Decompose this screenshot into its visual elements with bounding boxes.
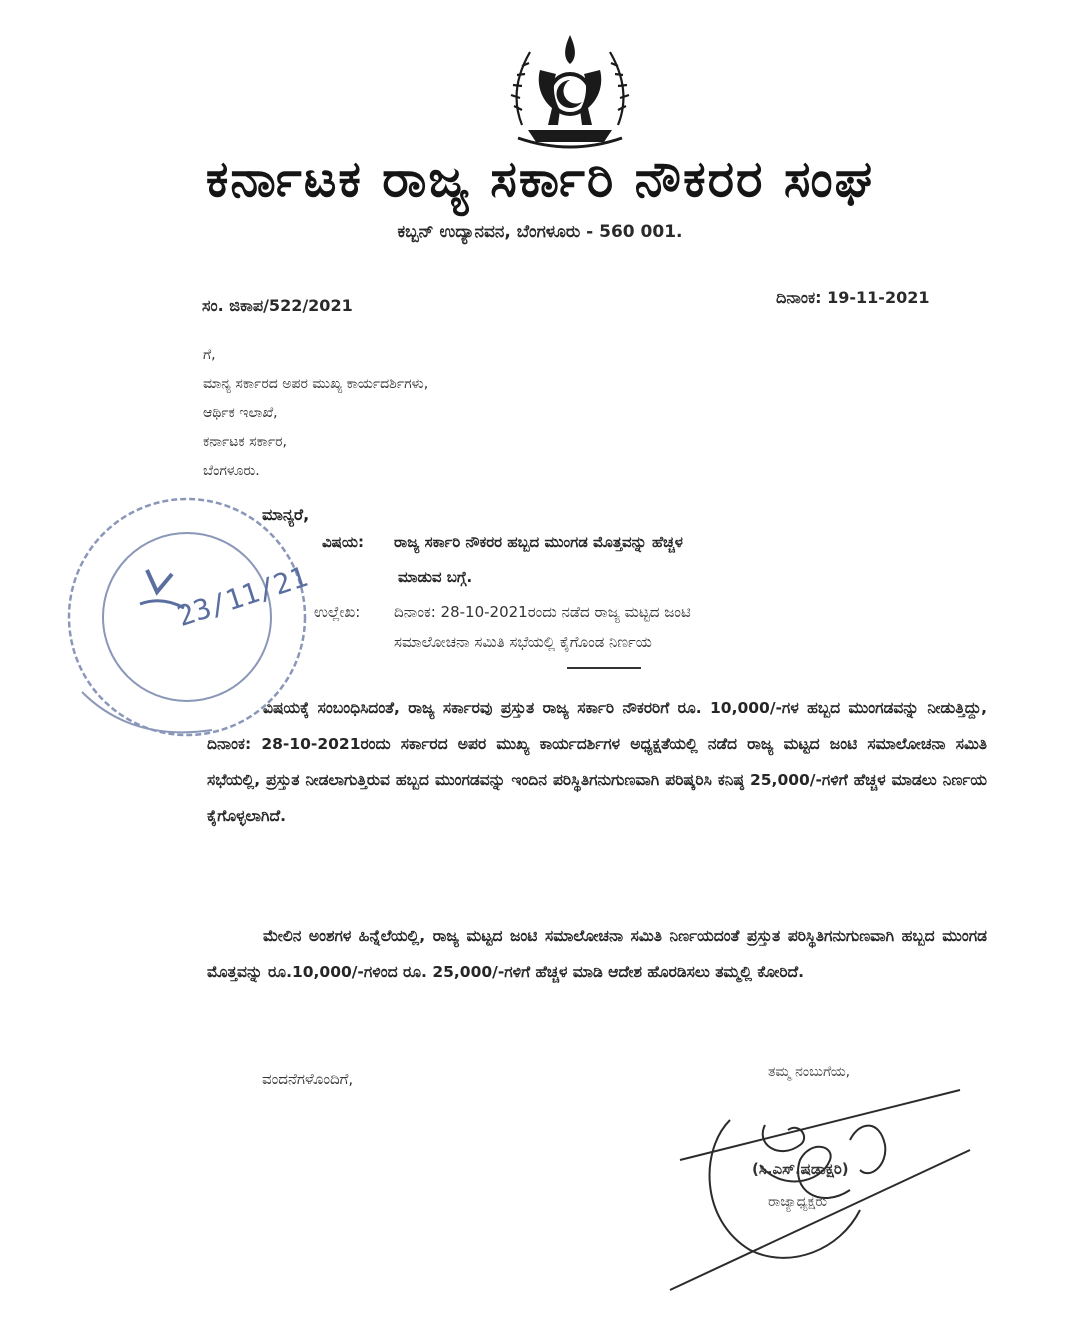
reference-line: ಸಮಾಲೋಚನಾ ಸಮಿತಿ ಸಭೆಯಲ್ಲಿ ಕೈಗೊಂಡ ನಿರ್ಣಯ bbox=[394, 633, 652, 651]
reference-number: ಸಂ. ಜಿಕಾಪ/522/2021 bbox=[202, 296, 353, 315]
organization-address: ಕಬ್ಬನ್ ಉದ್ಯಾನವನ, ಬೆಂಗಳೂರು - 560 001. bbox=[397, 222, 683, 242]
recipient-line: ಕರ್ನಾಟಕ ಸರ್ಕಾರ, bbox=[203, 434, 287, 450]
subject-line: ರಾಜ್ಯ ಸರ್ಕಾರಿ ನೌಕರರ ಹಬ್ಬದ ಮುಂಗಡ ಮೊತ್ತವನ್ನು ಹೆಚ್ಚಳ bbox=[394, 533, 683, 551]
organization-title: ಕರ್ನಾಟಕ ರಾಜ್ಯ ಸರ್ಕಾರಿ ನೌಕರರ ಸಂಘ bbox=[205, 150, 875, 208]
closing-line: ವಂದನೆಗಳೊಂದಿಗೆ, bbox=[262, 1070, 354, 1088]
reference-label: ಉಲ್ಲೇಖ: bbox=[314, 603, 361, 621]
stamp-handwritten-date: 23/11/21 bbox=[173, 559, 312, 634]
recipient-line: ಮಾನ್ಯ ಸರ್ಕಾರದ ಅಪರ ಮುಖ್ಯ ಕಾರ್ಯದರ್ಶಿಗಳು, bbox=[203, 376, 429, 392]
body-paragraph: ಮೇಲಿನ ಅಂಶಗಳ ಹಿನ್ನೆಲೆಯಲ್ಲಿ, ರಾಜ್ಯ ಮಟ್ಟದ ಜಂಟಿ ಸಮಾಲೋಚನಾ ಸಮಿತಿ ನಿರ್ಣಯದಂತೆ ಪ್ರಸ್ತುತ ಪರಿಸ್ಥಿತಿಗನುಗುಣವಾಗಿ ಹಬ್ಬದ ಮುಂಗಡ ಮೊತ್ತವನ್ನು ರೂ.10,000/-ಗಳಿಂದ ರೂ. 25,000/-ಗಳಿಗೆ ಹೆಚ್ಚಳ ಮಾಡಿ ಆದೇಶ ಹೊರಡಿಸಲು ತಮ್ಮಲ್ಲಿ ಕೋರಿದೆ. bbox=[207, 927, 987, 981]
body-paragraph: ವಿಷಯಕ್ಕೆ ಸಂಬಂಧಿಸಿದಂತೆ, ರಾಜ್ಯ ಸರ್ಕಾರವು ಪ್ರಸ್ತುತ ರಾಜ್ಯ ಸರ್ಕಾರಿ ನೌಕರರಿಗೆ ರೂ. 10,000/-ಗಳ ಹಬ್ಬದ ಮುಂಗಡವನ್ನು ನೀಡುತ್ತಿದ್ದು, ದಿನಾಂಕ: 28-10-2021ರಂದು ಸರ್ಕಾರದ ಅಪರ ಮುಖ್ಯ ಕಾರ್ಯದರ್ಶಿಗಳ ಅಧ್ಯಕ್ಷತೆಯಲ್ಲಿ ನಡೆದ ರಾಜ್ಯ ಮಟ್ಟದ ಜಂಟಿ ಸಮಾಲೋಚನಾ ಸಮಿತಿ ಸಭೆಯಲ್ಲಿ, ಪ್ರಸ್ತುತ ನೀಡಲಾಗುತ್ತಿರುವ ಹಬ್ಬದ ಮುಂಗಡವನ್ನು ಇಂದಿನ ಪರಿಸ್ಥಿತಿಗನುಗುಣವಾಗಿ ಪರಿಷ್ಕರಿಸಿ ಕನಿಷ್ಠ 25,000/-ಗಳಿಗೆ ಹೆಚ್ಚಳ ಮಾಡಲು ನಿರ್ಣಯ ಕೈಗೊಳ್ಳಲಾಗಿದೆ. bbox=[207, 699, 987, 825]
association-emblem-icon bbox=[500, 30, 640, 155]
salutation: ಮಾನ್ಯರೆ, bbox=[262, 505, 310, 524]
subject-line: ಮಾಡುವ ಬಗ್ಗೆ. bbox=[398, 568, 473, 586]
subject-label: ವಿಷಯ: bbox=[322, 533, 364, 551]
letter-date: ದಿನಾಂಕ: 19-11-2021 bbox=[776, 288, 930, 307]
signatory-title: ರಾಜ್ಯಾಧ್ಯಕ್ಷರು bbox=[768, 1194, 828, 1210]
section-divider bbox=[567, 667, 641, 669]
yours-faithfully: ತಮ್ಮ ನಂಬುಗೆಯ, bbox=[768, 1064, 851, 1080]
recipient-to: ಗೆ, bbox=[203, 347, 216, 363]
recipient-line: ಬೆಂಗಳೂರು. bbox=[203, 463, 260, 479]
recipient-line: ಆರ್ಥಿಕ ಇಲಾಖೆ, bbox=[203, 405, 278, 421]
signatory-name: (ಸಿ.ಎಸ್.ಷಡಾಕ್ಷರಿ) bbox=[752, 1160, 849, 1178]
reference-line: ದಿನಾಂಕ: 28-10-2021ರಂದು ನಡೆದ ರಾಜ್ಯ ಮಟ್ಟದ ಜಂಟಿ bbox=[394, 603, 691, 621]
